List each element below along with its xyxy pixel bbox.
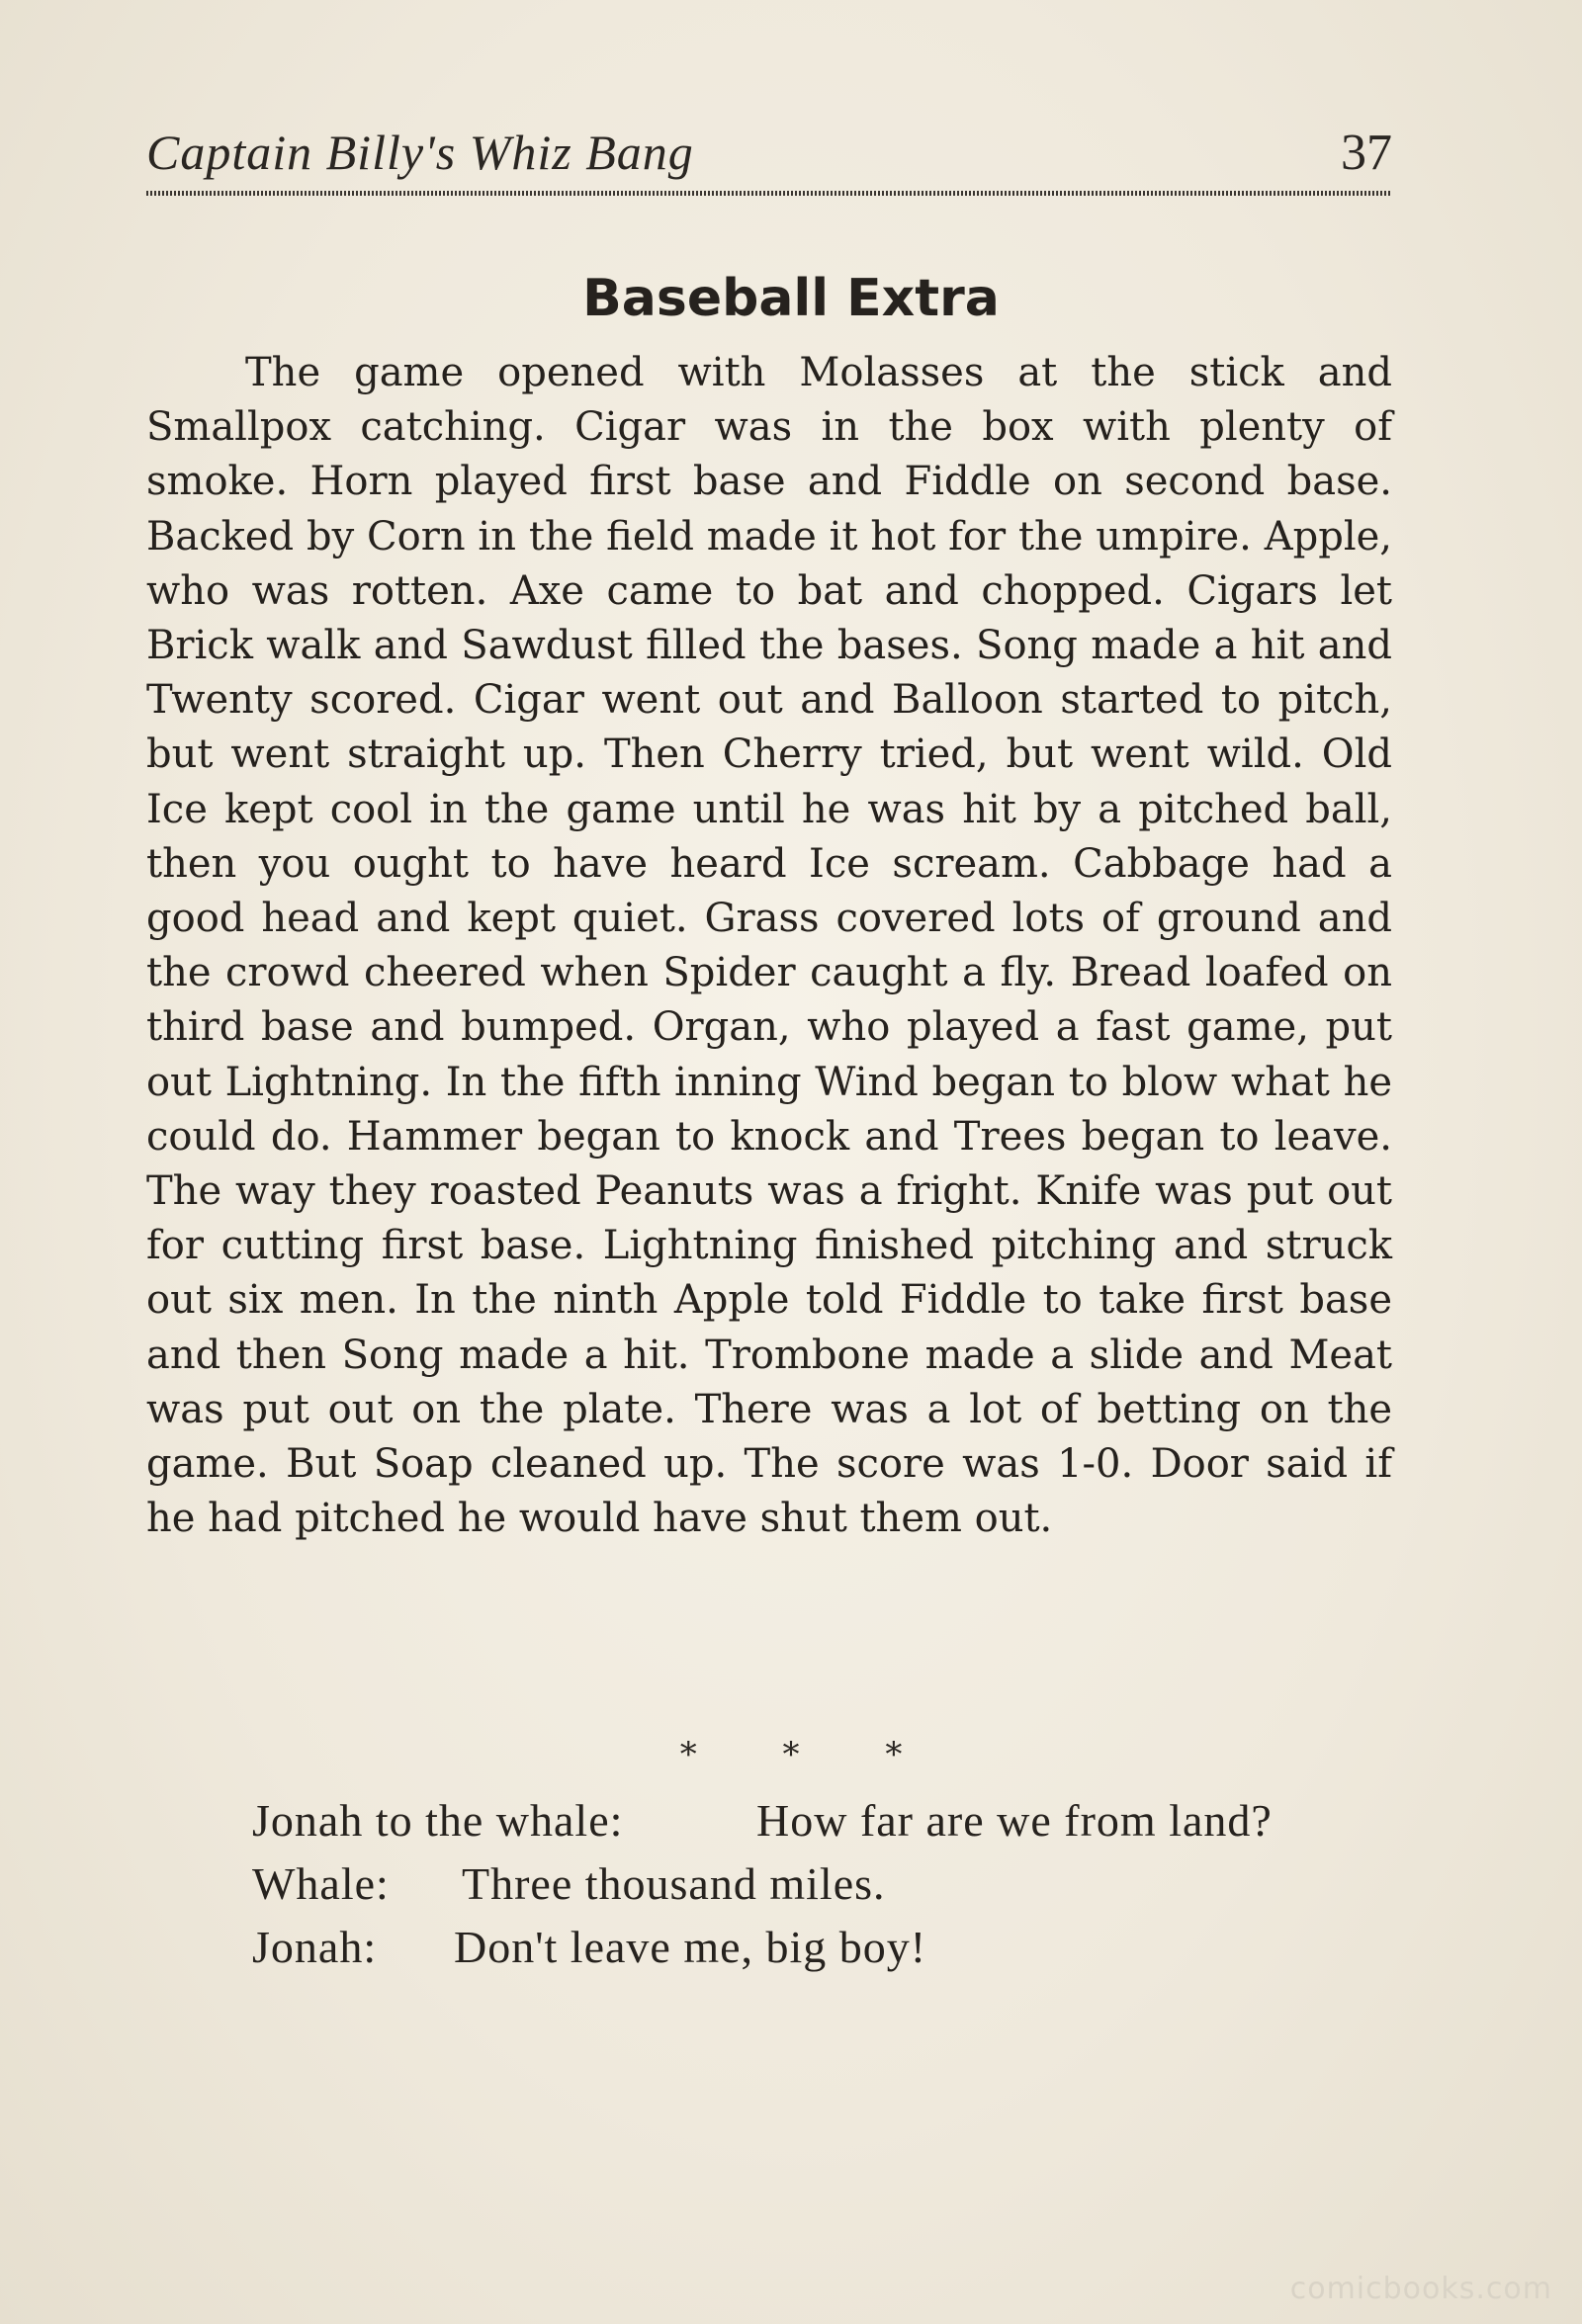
dialogue-line [252,1921,927,1980]
dialogue-speaker: Jonah to the whale: [252,1795,624,1846]
dialogue-line [252,1794,1273,1853]
dialogue-text: Three thousand miles. [462,1858,886,1909]
page-number: 37 [1341,125,1392,181]
header-dotted-rule [146,191,1392,196]
asterisk: * [885,1735,903,1774]
article-title: Baseball Extra [582,269,1000,328]
asterism-separator [0,1735,1582,1774]
running-title: Captain Billy's Whiz Bang [146,125,694,180]
dialogue-text: Don't leave me, big boy! [454,1922,927,1972]
article-body: The game opened with Molasses at the stick and Smallpox catching. Cigar was in the box with plenty of smoke. Horn played first base and Fiddle on second base. Backed by Corn in the field made it hot for the umpire. Apple, who was rotten. Axe came to bat and chopped. Cigars let Brick walk and Sawdust filled the bases. Song made a hit and Twenty scored. Cigar went out and Balloon started to pitch, but went straight up. Then Cherry tried, but went wild. Old Ice kept cool in the game until he was hit by a pitched ball, then you ought to have heard Ice scream. Cabbage had a good head and kept quiet. Grass covered lots of ground and the crowd cheered when Spider caught a fly. Bread loafed on third base and bumped. Organ, who played a fast game, put out Lightning. In the fifth inning Wind began to blow what he could do. Hammer began to knock and Trees began to leave. The way they roasted Peanuts was a fright. Knife was put out for cutting first base. Lightning finished pitching and struck out six men. In the ninth Apple told Fiddle to take first base and then Song made a hit. Trombone made a slide and Meat was put out on the plate. There was a lot of betting on the game. But Soap cleaned up. The score was 1-0. Door said if he had pitched he would have shut them out. [146,350,1392,1542]
page-header [146,124,1392,193]
watermark: comicbooks.com [1289,2272,1552,2306]
asterisk: * [679,1735,697,1774]
dialogue-line [252,1857,886,1917]
asterisk: * [782,1735,800,1774]
dialogue-speaker: Jonah: [252,1922,378,1972]
dialogue-speaker: Whale: [252,1858,390,1909]
dialogue-text: How far are we from land? [756,1795,1273,1846]
